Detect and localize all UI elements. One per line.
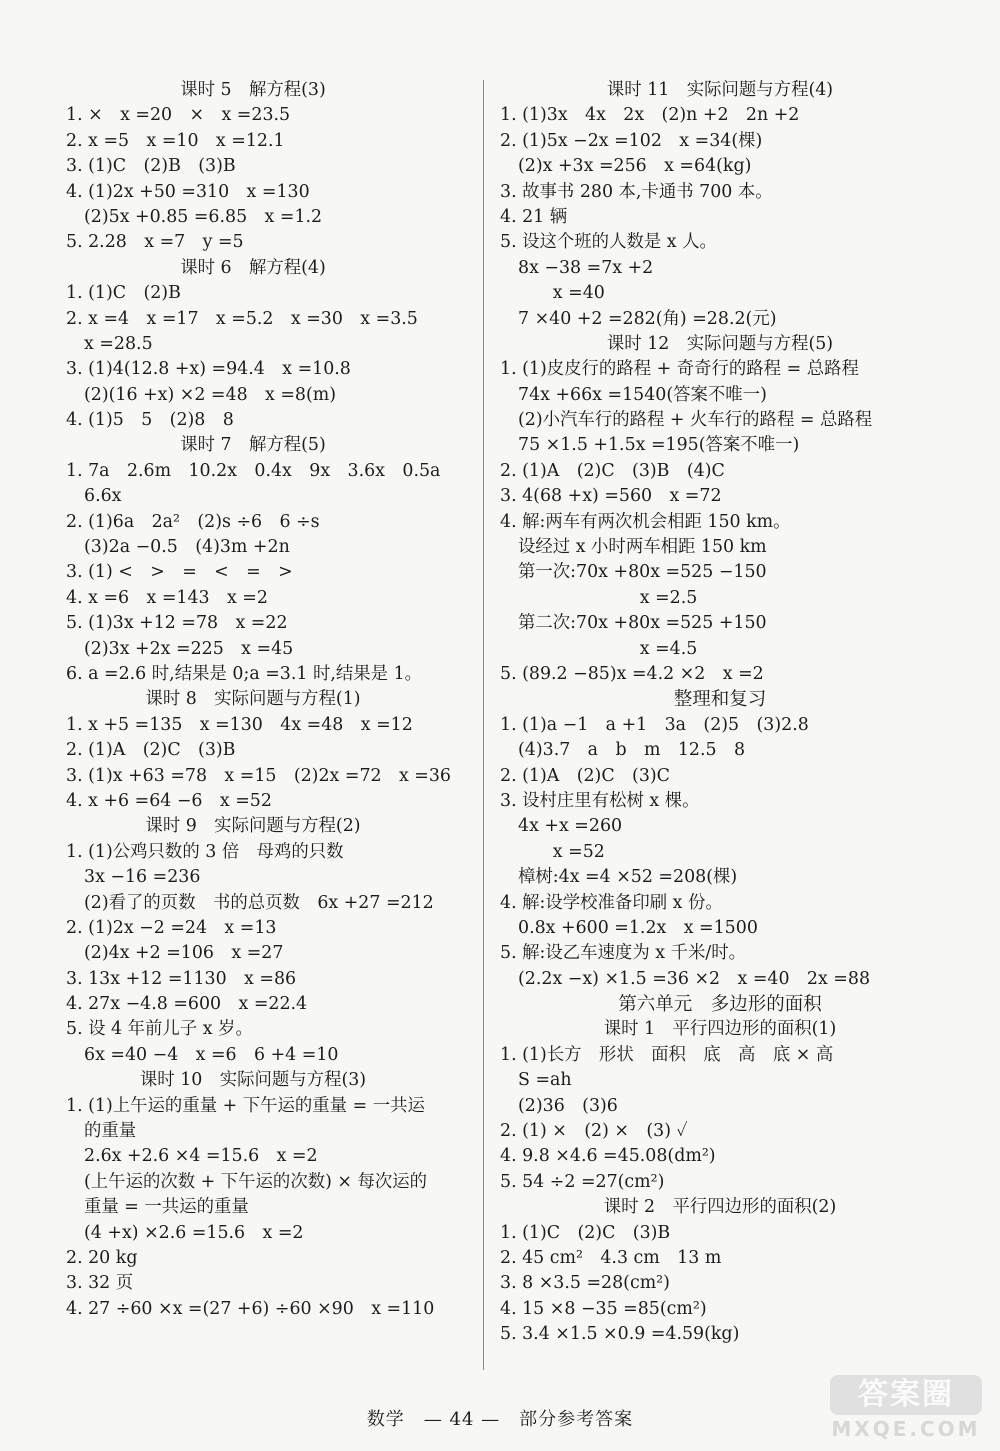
answer-line: x =40 [518,283,605,304]
answer-line: 4. (1)5 5 (2)8 8 [66,410,234,431]
answer-line: 1. (1)C (2)B [66,283,181,304]
answer-line: 4. x =6 x =143 x =2 [66,587,268,608]
answer-line: 3. 设村庄里有松树 x 棵。 [500,790,700,811]
answer-line: 4. (1)2x +50 =310 x =130 [66,181,310,202]
page-footer: 数学 — 44 — 部分参考答案 [366,1409,634,1430]
column-divider [483,80,484,1370]
answer-line: 4x +x =260 [518,816,623,837]
answer-line: 5. 设 4 年前儿子 x 岁。 [66,1019,253,1040]
section-heading: 课时 2 平行四边形的面积(2) [603,1197,837,1218]
answer-line: (2)5x +0.85 =6.85 x =1.2 [84,206,323,227]
answer-line: 2. 45 cm² 4.3 cm 13 m [500,1247,722,1268]
answer-line: 2. (1)5x −2x =102 x =34(棵) [500,130,763,151]
answer-line: (2)小汽车行的路程 + 火车行的路程 = 总路程 [518,410,873,431]
section-heading: 整理和复习 [673,689,767,711]
answer-line: (2.2x −x) ×1.5 =36 ×2 x =40 2x =88 [518,968,871,989]
section-heading: 课时 9 实际问题与方程(2) [145,816,361,837]
answer-line: 5. 设这个班的人数是 x 人。 [500,232,717,253]
watermark-url: MXQE.COM [831,1417,981,1441]
left-answer-column [66,78,476,1322]
answer-line: 2. x =5 x =10 x =12.1 [66,130,285,151]
answer-line: 4. 9.8 ×4.6 =45.08(dm²) [500,1146,716,1167]
section-heading: 课时 5 解方程(3) [180,80,326,100]
answer-line: 5. 2.28 x =7 y =5 [66,232,244,253]
answer-line: 74x +66x =1540(答案不唯一) [518,384,767,405]
answer-line: 4. 解:两车有两次机会相距 150 km。 [500,511,791,532]
answer-line: 1. (1)公鸡只数的 3 倍 母鸡的只数 [66,841,344,862]
answer-line: 3. (1)4(12.8 +x) =94.4 x =10.8 [66,359,351,380]
section-heading: 课时 12 实际问题与方程(5) [606,333,834,354]
answer-line: x =52 [518,841,605,862]
answer-line: 2. (1)A (2)C (3)B [66,740,236,761]
answer-line: 设经过 x 小时两车相距 150 km [518,537,767,558]
section-heading: 课时 11 实际问题与方程(4) [606,80,834,100]
answer-line: 3. 32 页 [66,1273,134,1294]
answer-line: 2. (1)A (2)C (3)C [500,765,670,786]
answer-line: 4. 15 ×8 −35 =85(cm²) [500,1298,707,1319]
answer-line: 1. x +5 =135 x =130 4x =48 x =12 [66,714,413,735]
answer-line: S =ah [518,1070,572,1091]
answer-line: 5. 3.4 ×1.5 ×0.9 =4.59(kg) [500,1324,740,1345]
answer-line: 3. (1)x +63 =78 x =15 (2)2x =72 x =36 [66,765,451,786]
answer-line: 3. 故事书 280 本,卡通书 700 本。 [500,181,773,202]
answer-line: x =4.5 [518,638,698,659]
answer-line: 2. 20 kg [66,1247,138,1268]
answer-line: 1. (1)a −1 a +1 3a (2)5 (3)2.8 [500,714,809,735]
section-heading: 课时 1 平行四边形的面积(1) [603,1019,837,1040]
answer-line: 1. (1)皮皮行的路程 + 奇奇行的路程 = 总路程 [500,359,859,380]
answer-line: (上午运的次数 + 下午运的次数) × 每次运的 [84,1171,428,1192]
answer-line: 5. (89.2 −85)x =4.2 ×2 x =2 [500,663,764,684]
answer-line: 5. 54 ÷2 =27(cm²) [500,1171,665,1192]
answer-line: 3. 8 ×3.5 =28(cm²) [500,1273,670,1294]
answer-line: 2.6x +2.6 ×4 =15.6 x =2 [84,1146,318,1167]
answer-line: 重量 = 一共运的重量 [84,1197,249,1218]
answer-line: (2)4x +2 =106 x =27 [84,943,284,964]
answer-line: 第二次:70x +80x =525 +150 [518,613,767,634]
answer-line: 6.6x [84,486,122,507]
answer-line: 8x −38 =7x +2 [518,257,654,278]
answer-line: 2. (1)A (2)C (3)B (4)C [500,460,725,481]
answer-line: 1. (1)3x 4x 2x (2)n +2 2n +2 [500,105,800,126]
answer-line: 3x −16 =236 [84,867,201,888]
answer-line: 1. (1)长方 形状 面积 底 高 底 × 高 [500,1044,834,1065]
section-heading: 课时 7 解方程(5) [180,435,326,456]
answer-line: 1. (1)上午运的重量 + 下午运的重量 = 一共运 [66,1095,425,1116]
answer-line: 0.8x +600 =1.2x x =1500 [518,917,758,938]
answer-line: 1. × x =20 × x =23.5 [66,105,291,126]
answer-line: (2)x +3x =256 x =64(kg) [518,156,752,177]
answer-line: 3. 13x +12 =1130 x =86 [66,968,297,989]
answer-line: 6x =40 −4 x =6 6 +4 =10 [84,1044,339,1065]
answer-line: 的重量 [84,1121,137,1142]
answer-line: 75 ×1.5 +1.5x =195(答案不唯一) [518,435,800,456]
answer-line: 樟树:4x =4 ×52 =208(棵) [518,867,738,888]
section-heading: 课时 10 实际问题与方程(3) [139,1070,367,1091]
answer-line: (2)3x +2x =225 x =45 [84,638,294,659]
answer-line: 第一次:70x +80x =525 −150 [518,562,767,583]
answer-line: 5. 解:设乙车速度为 x 千米/时。 [500,943,747,964]
answer-line: (2)看了的页数 书的总页数 6x +27 =212 [84,892,434,913]
answer-line: 1. 7a 2.6m 10.2x 0.4x 9x 3.6x 0.5a [66,460,441,481]
watermark-logo [822,1373,992,1443]
answer-line: x =2.5 [518,587,698,608]
answer-line: (2)36 (3)6 [518,1095,618,1116]
answer-line: (4 +x) ×2.6 =15.6 x =2 [84,1222,304,1243]
answer-line: 7 ×40 +2 =282(角) =28.2(元) [518,308,777,329]
right-answer-column [500,78,940,1348]
answer-line: 2. (1)6a 2a² (2)s ÷6 6 ÷s [66,511,320,532]
answer-line: 3. 4(68 +x) =560 x =72 [500,486,722,507]
section-heading: 课时 8 实际问题与方程(1) [145,689,361,710]
answer-line: 2. (1)2x −2 =24 x =13 [66,917,277,938]
answer-line: 3. (1) < > = < = > [66,562,293,583]
watermark-text: 答案圈 [830,1375,982,1415]
answer-line: 5. (1)3x +12 =78 x =22 [66,613,288,634]
answer-line: (3)2a −0.5 (4)3m +2n [84,537,290,558]
section-heading: 课时 6 解方程(4) [180,257,326,278]
answer-line: 4. 27x −4.8 =600 x =22.4 [66,994,308,1015]
answer-line: 2. x =4 x =17 x =5.2 x =30 x =3.5 [66,308,418,329]
answer-line: 4. 21 辆 [500,206,568,227]
answer-line: x =28.5 [84,333,153,354]
answer-line: 4. 解:设学校准备印刷 x 份。 [500,892,723,913]
answer-line: 4. 27 ÷60 ×x =(27 +6) ÷60 ×90 x =110 [66,1298,435,1319]
answer-line: 2. (1) × (2) × (3) ✓ [500,1121,688,1142]
answer-line: (2)(16 +x) ×2 =48 x =8(m) [84,384,337,405]
answer-line: 4. x +6 =64 −6 x =52 [66,790,272,811]
answer-line: 3. (1)C (2)B (3)B [66,156,236,177]
answer-line: 1. (1)C (2)C (3)B [500,1222,671,1243]
answer-line: (4)3.7 a b m 12.5 8 [518,740,746,761]
section-heading: 第六单元 多边形的面积 [618,994,822,1016]
answer-line: 6. a =2.6 时,结果是 0;a =3.1 时,结果是 1。 [66,663,423,684]
